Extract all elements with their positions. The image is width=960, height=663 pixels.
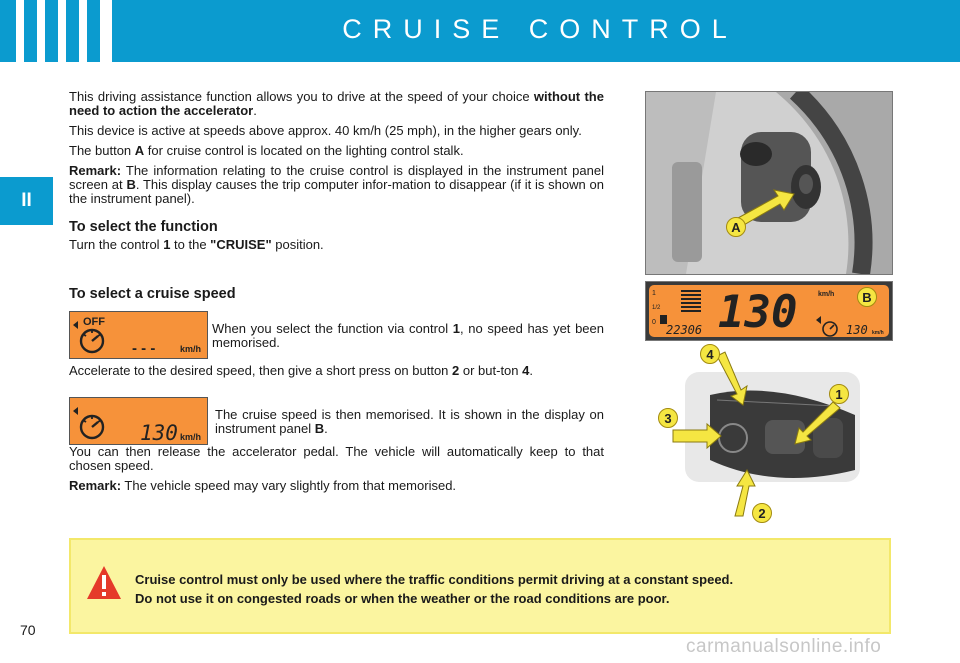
select-speed-text-3: The cruise speed is then memorised. It is shown in the display on instrument panel B. xyxy=(215,407,604,436)
intro-remark: Remark: The information relating to the cruise control is displayed in the instrument panel screen at B. This display causes the trip computer infor-mation to disappear (if it is shown on the instrument panel). xyxy=(69,163,605,206)
callout-b: B xyxy=(857,287,877,307)
section-tab: II xyxy=(0,177,53,225)
header-stripe xyxy=(100,0,112,62)
intro-paragraph: This driving assistance function allows you to drive at the speed of your choice without the need to action the accelerator. xyxy=(69,89,604,118)
page-header xyxy=(0,0,960,62)
select-speed-text-2: Accelerate to the desired speed, then give a short press on button 2 or but-ton 4. xyxy=(69,363,533,378)
speed-unit: km/h xyxy=(180,432,202,442)
warning-line-2: Do not use it on congested roads or when the weather or the road conditions are poor. xyxy=(135,591,670,606)
header-stripe xyxy=(79,0,87,62)
callout-3: 3 xyxy=(658,408,678,428)
stalk-photo xyxy=(645,91,893,275)
select-speed-text-4 xyxy=(69,445,604,499)
instrument-panel-b xyxy=(645,281,893,341)
heading-select-speed: To select a cruise speed xyxy=(69,286,236,302)
intro-paragraph: The button A for cruise control is located on the lighting control stalk. xyxy=(69,143,464,158)
cruise-speed-readout: 130 xyxy=(846,323,868,337)
stalk-diagram xyxy=(655,340,891,530)
callout-a: A xyxy=(726,217,746,237)
heading-select-function: To select the function xyxy=(69,219,218,235)
fuel-scale-bottom: 0 xyxy=(652,319,656,326)
cruise-speed-dashes: - - - xyxy=(132,340,156,357)
cruise-status-label: OFF xyxy=(83,316,105,328)
header-stripe xyxy=(58,0,66,62)
speed-unit: km/h xyxy=(818,291,835,298)
warning-icon xyxy=(85,564,123,602)
cruise-display-memorised xyxy=(69,397,208,445)
fuel-scale-mid: 1/2 xyxy=(652,305,661,311)
page-title: CRUISE CONTROL xyxy=(342,14,738,44)
select-function-text: Turn the control 1 to the "CRUISE" position. xyxy=(69,237,324,252)
header-stripe xyxy=(16,0,24,62)
remark: Remark: The vehicle speed may vary slightly from that memorised. xyxy=(69,478,457,493)
fuel-scale-top: 1 xyxy=(652,290,656,297)
speed-unit: km/h xyxy=(180,344,202,354)
intro-text xyxy=(69,90,604,212)
header-stripe xyxy=(37,0,45,62)
callout-1: 1 xyxy=(829,384,849,404)
memorised-speed: 130 xyxy=(140,421,178,444)
callout-2: 2 xyxy=(752,503,772,523)
callout-4: 4 xyxy=(700,344,720,364)
cruise-display-off xyxy=(69,311,208,359)
cruise-speed-unit: km/h xyxy=(872,330,884,336)
speed-readout: 130 xyxy=(718,287,798,338)
odometer: 22306 xyxy=(666,323,703,337)
intro-paragraph: This device is active at speeds above approx. 40 km/h (25 mph), in the higher gears only. xyxy=(69,123,582,138)
watermark: carmanualsonline.info xyxy=(686,636,882,657)
paragraph: You can then release the accelerator pedal. The vehicle will automatically keep to that chosen speed. xyxy=(69,444,604,473)
page-number: 70 xyxy=(20,622,36,638)
warning-box xyxy=(69,538,891,634)
warning-line-1: Cruise control must only be used where the traffic conditions permit driving at a constant speed. xyxy=(135,572,734,587)
select-speed-text-1: When you select the function via control 1, no speed has yet been memorised. xyxy=(212,321,604,350)
